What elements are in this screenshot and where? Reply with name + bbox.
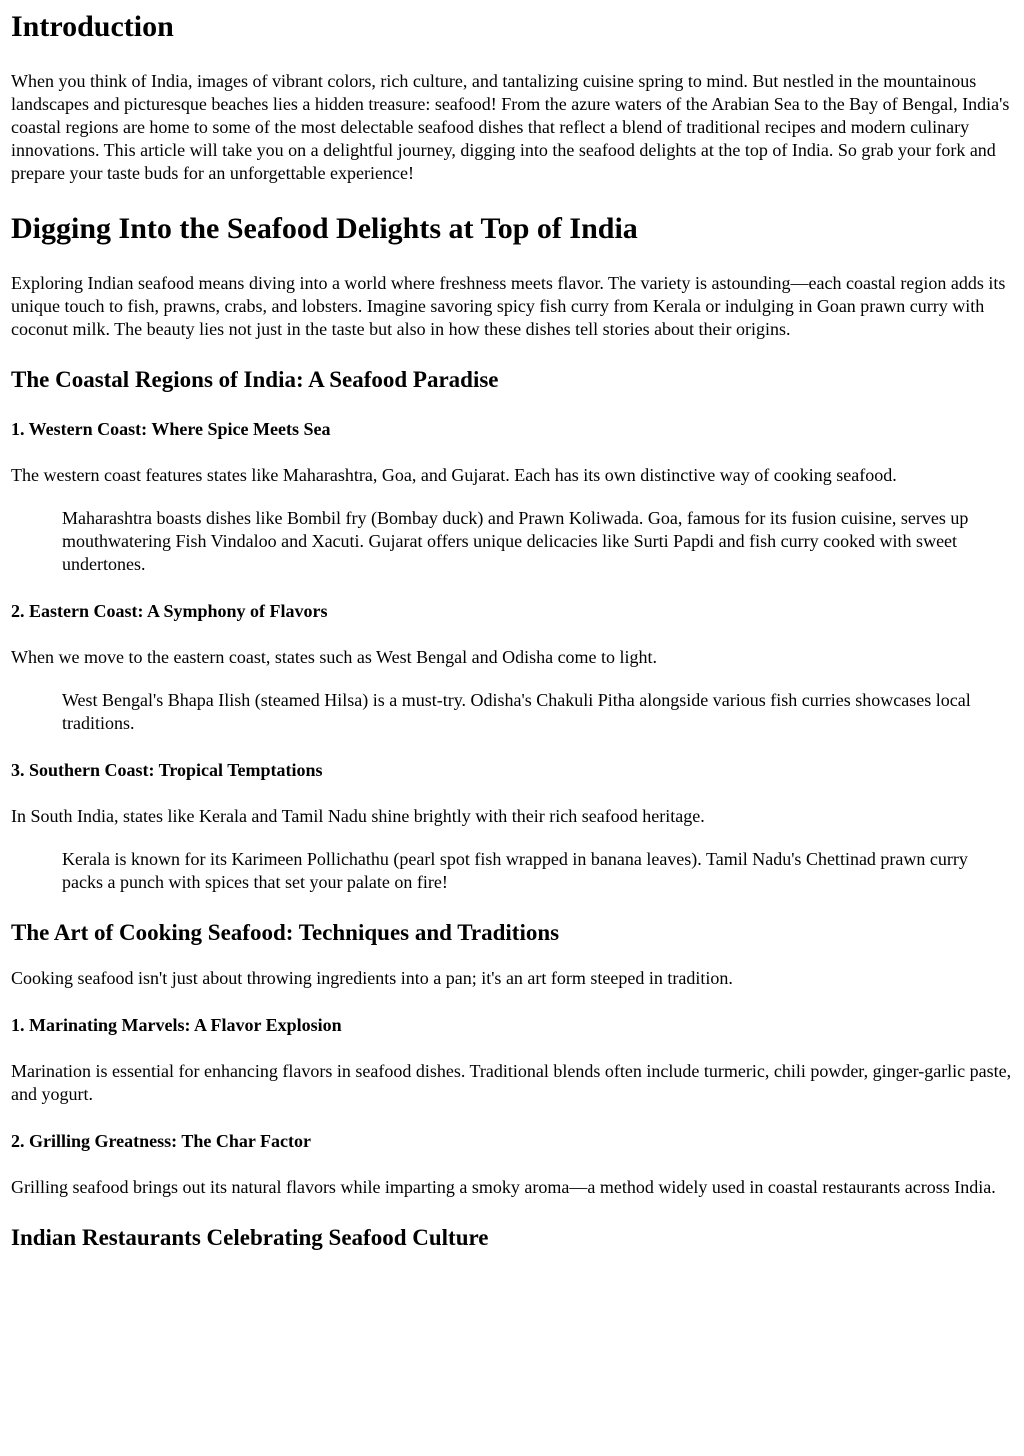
intro-heading: Introduction [11,10,174,43]
article [0,10,1024,1252]
restaurants-heading: Indian Restaurants Celebrating Seafood Culture [11,1225,489,1250]
coastal-regions-heading: The Coastal Regions of India: A Seafood Paradise [11,367,499,392]
cooking-heading: The Art of Cooking Seafood: Techniques and Traditions [11,920,560,945]
eastern-coast-paragraph: When we move to the eastern coast, states such as West Bengal and Odisha come to light. [11,647,658,667]
cooking-paragraph: Cooking seafood isn't just about throwing ingredients into a pan; it's an art form steeped in tradition. [11,968,733,988]
main-paragraph: Exploring Indian seafood means diving into a world where freshness meets flavor. The variety is astounding—each coastal region adds its unique touch to fish, prawns, crabs, and lobsters. Imagine savoring spicy fish curry from Kerala or indulging in Goan prawn curry with coconut milk. The beauty lies not just in the taste but also in how these dishes tell stories about their origins. [11,273,1006,339]
grilling-heading: 2. Grilling Greatness: The Char Factor [11,1131,311,1151]
western-coast-heading: 1. Western Coast: Where Spice Meets Sea [11,419,331,439]
marinating-paragraph: Marination is essential for enhancing flavors in seafood dishes. Traditional blends often include turmeric, chili powder, ginger-garlic paste, and yogurt. [11,1061,1012,1104]
marinating-heading: 1. Marinating Marvels: A Flavor Explosion [11,1015,342,1035]
eastern-coast-quote: West Bengal's Bhapa Ilish (steamed Hilsa) is a must-try. Odisha's Chakuli Pitha alongside various fish curries showcases local traditions. [62,690,971,733]
intro-paragraph: When you think of India, images of vibrant colors, rich culture, and tantalizing cuisine spring to mind. But nestled in the mountainous landscapes and picturesque beaches lies a hidden treasure: seafood! From the azure waters of the Arabian Sea to the Bay of Bengal, India's coastal regions are home to some of the most delectable seafood dishes that reflect a blend of traditional recipes and modern culinary innovations. This article will take you on a delightful journey, digging into the seafood delights at the top of India. So grab your fork and prepare your taste buds for an unforgettable experience! [11,71,1010,183]
southern-coast-paragraph: In South India, states like Kerala and Tamil Nadu shine brightly with their rich seafood heritage. [11,806,705,826]
main-heading: Digging Into the Seafood Delights at Top of India [11,212,638,245]
grilling-paragraph: Grilling seafood brings out its natural flavors while imparting a smoky aroma—a method widely used in coastal restaurants across India. [11,1177,996,1197]
southern-coast-quote: Kerala is known for its Karimeen Pollichathu (pearl spot fish wrapped in banana leaves). Tamil Nadu's Chettinad prawn curry packs a punch with spices that set your palate on fire! [62,849,968,892]
southern-coast-heading: 3. Southern Coast: Tropical Temptations [11,760,323,780]
western-coast-paragraph: The western coast features states like Maharashtra, Goa, and Gujarat. Each has its own distinctive way of cooking seafood. [11,465,897,485]
western-coast-quote: Maharashtra boasts dishes like Bombil fry (Bombay duck) and Prawn Koliwada. Goa, famous for its fusion cuisine, serves up mouthwatering Fish Vindaloo and Xacuti. Gujarat offers unique delicacies like Surti Papdi and fish curry cooked with sweet undertones. [62,508,969,574]
eastern-coast-heading: 2. Eastern Coast: A Symphony of Flavors [11,601,328,621]
